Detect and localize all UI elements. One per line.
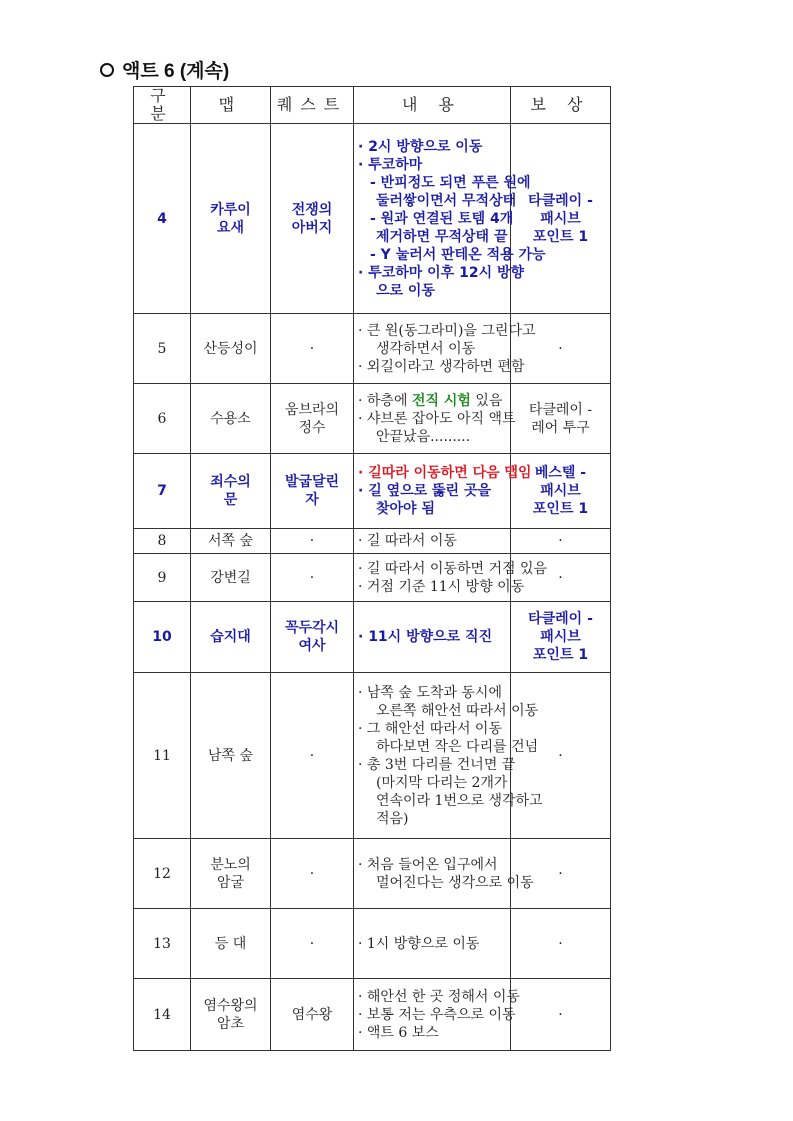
- content-cell: [354, 979, 520, 1051]
- content-cell: [354, 839, 534, 909]
- quest-name: ·: [271, 554, 354, 602]
- content-cell: [354, 602, 511, 673]
- row-number: 11: [134, 673, 191, 839]
- quest-name: 발굽달린 자: [271, 454, 354, 529]
- table-row: [134, 673, 611, 839]
- table-row: [134, 979, 611, 1051]
- row-number: 6: [134, 384, 191, 454]
- reward: ·: [511, 529, 611, 554]
- content-line: · 샤브론 잡아도 아직 액트: [358, 410, 516, 427]
- row-number: 14: [134, 979, 191, 1051]
- content-line: · 외길이라고 생각하면 편함: [358, 358, 525, 375]
- content-line: · 1시 방향으로 이동: [358, 935, 480, 952]
- reward: 타클레이 - 패시브 포인트 1: [511, 124, 611, 314]
- content-line: · 2시 방향으로 이동: [358, 138, 483, 155]
- quest-name: ·: [271, 314, 354, 384]
- row-number: 13: [134, 909, 191, 979]
- map-name: 염수왕의 암초: [191, 979, 271, 1051]
- content-line: 으로 이동: [376, 282, 435, 299]
- content-line: · 길 옆으로 뚫린 곳을: [358, 483, 492, 499]
- content-cell: [354, 384, 516, 454]
- table-row: [134, 839, 611, 909]
- quest-name: ·: [271, 839, 354, 909]
- content-cell: [354, 554, 547, 602]
- reward: 타클레이 - 레어 투구: [511, 384, 611, 454]
- quest-name: ·: [271, 909, 354, 979]
- content-line: 연속이라 1번으로 생각하고: [376, 792, 543, 809]
- table-row: [134, 454, 611, 529]
- quest-name: 움브라의 정수: [271, 384, 354, 454]
- row-number: 5: [134, 314, 191, 384]
- content-line: 멀어진다는 생각으로 이동: [376, 874, 534, 891]
- header-quest: 퀘스트: [271, 87, 354, 124]
- map-name: 강변길: [191, 554, 271, 602]
- content-cell: [354, 673, 543, 839]
- content-line: 하다보면 작은 다리를 건넘: [376, 738, 539, 755]
- header-reward: 보 상: [511, 87, 611, 124]
- content-line: - Y 눌러서 판테온 적용 가능: [370, 246, 546, 263]
- map-name: 등 대: [191, 909, 271, 979]
- content-line: 생각하면서 이동: [376, 340, 476, 357]
- reward: 타클레이 - 패시브 포인트 1: [511, 602, 611, 673]
- content-text: 있음: [470, 392, 503, 409]
- circle-bullet-icon: [100, 63, 114, 77]
- reward: ·: [511, 673, 611, 839]
- table-row: [134, 602, 611, 673]
- quest-name: ·: [271, 529, 354, 554]
- row-number: 12: [134, 839, 191, 909]
- content-line: 제거하면 무적상태 끝: [376, 228, 508, 245]
- content-line: 오른쪽 해안선 따라서 이동: [376, 702, 539, 719]
- map-name: 카루이 요새: [191, 124, 271, 314]
- content-text: · 하층에: [358, 392, 412, 409]
- content-line: [358, 392, 506, 410]
- content-line: - 반피정도 되면 푸른 원에: [370, 174, 531, 191]
- content-line: · 투코하마 이후 12시 방향: [358, 264, 525, 281]
- map-name: 서쪽 숲: [191, 529, 271, 554]
- section-heading: [100, 56, 229, 83]
- quest-name: ·: [271, 673, 354, 839]
- map-name: 수용소: [191, 384, 271, 454]
- job-trial-highlight: 전직 시험: [411, 392, 471, 409]
- content-line: 안끝났음.........: [376, 428, 471, 445]
- table-row: [134, 529, 611, 554]
- row-number: 4: [134, 124, 191, 314]
- content-line: 둘러쌓이면서 무적상태: [376, 192, 517, 209]
- content-line: · 보통 저는 우측으로 이동: [358, 1006, 516, 1023]
- content-line: · 그 해안선 따라서 이동: [358, 720, 502, 737]
- content-line: · 11시 방향으로 직진: [358, 629, 493, 645]
- row-number: 9: [134, 554, 191, 602]
- reward: ·: [511, 979, 611, 1051]
- table-row: [134, 909, 611, 979]
- header-content: 내 용: [354, 87, 511, 124]
- row-number: 8: [134, 529, 191, 554]
- map-name: 산등성이: [191, 314, 271, 384]
- content-cell: [354, 124, 546, 314]
- content-line: · 처음 들어온 입구에서: [358, 856, 498, 873]
- content-line: · 길 따라서 이동: [358, 533, 457, 549]
- header-map: 맵: [191, 87, 271, 124]
- content-line: · 투코하마: [358, 156, 423, 173]
- reward: ·: [511, 839, 611, 909]
- content-line: · 액트 6 보스: [358, 1024, 439, 1041]
- content-line: 찾아야 됨: [376, 501, 435, 517]
- content-line: 적음): [376, 810, 409, 827]
- content-line: · 남쪽 숲 도착과 동시에: [358, 684, 502, 701]
- content-line: · 총 3번 다리를 건너면 끝: [358, 756, 516, 773]
- row-number: 10: [134, 602, 191, 673]
- content-line-highlight: · 길따라 이동하면 다음 맵임: [358, 465, 532, 481]
- quest-name: 꼭두각시 여사: [271, 602, 354, 673]
- map-name: 남쪽 숲: [191, 673, 271, 839]
- content-cell: [354, 529, 511, 554]
- content-line: · 큰 원(동그라미)을 그린다고: [358, 322, 536, 339]
- reward: ·: [511, 314, 611, 384]
- quest-name: 염수왕: [271, 979, 354, 1051]
- map-name: 분노의 암굴: [191, 839, 271, 909]
- reward: ·: [511, 909, 611, 979]
- content-line: · 길 따라서 이동하면 거점 있음: [358, 560, 547, 577]
- map-name: 죄수의 문: [191, 454, 271, 529]
- content-cell: [354, 314, 536, 384]
- map-name: 습지대: [191, 602, 271, 673]
- content-cell: [354, 909, 511, 979]
- content-line: - 원과 연결된 토템 4개: [370, 210, 514, 227]
- content-line: · 해안선 한 곳 정해서 이동: [358, 988, 520, 1005]
- section-title: 액트 6 (계속): [122, 61, 230, 82]
- quest-name: 전쟁의 아버지: [271, 124, 354, 314]
- header-number: 구 분: [134, 87, 191, 124]
- content-line: · 거점 기준 11시 방향 이동: [358, 578, 525, 595]
- table-row: [134, 384, 611, 454]
- act6-map-table: [133, 86, 611, 1051]
- table-row: [134, 554, 611, 602]
- reward: ·: [511, 554, 611, 602]
- row-number: 7: [134, 454, 191, 529]
- content-cell: [354, 454, 532, 529]
- content-line: (마지막 다리는 2개가: [376, 774, 508, 791]
- table-row: [134, 314, 611, 384]
- table-row: [134, 124, 611, 314]
- reward: 베스텔 - 패시브 포인트 1: [511, 454, 611, 529]
- table-header-row: [134, 87, 611, 124]
